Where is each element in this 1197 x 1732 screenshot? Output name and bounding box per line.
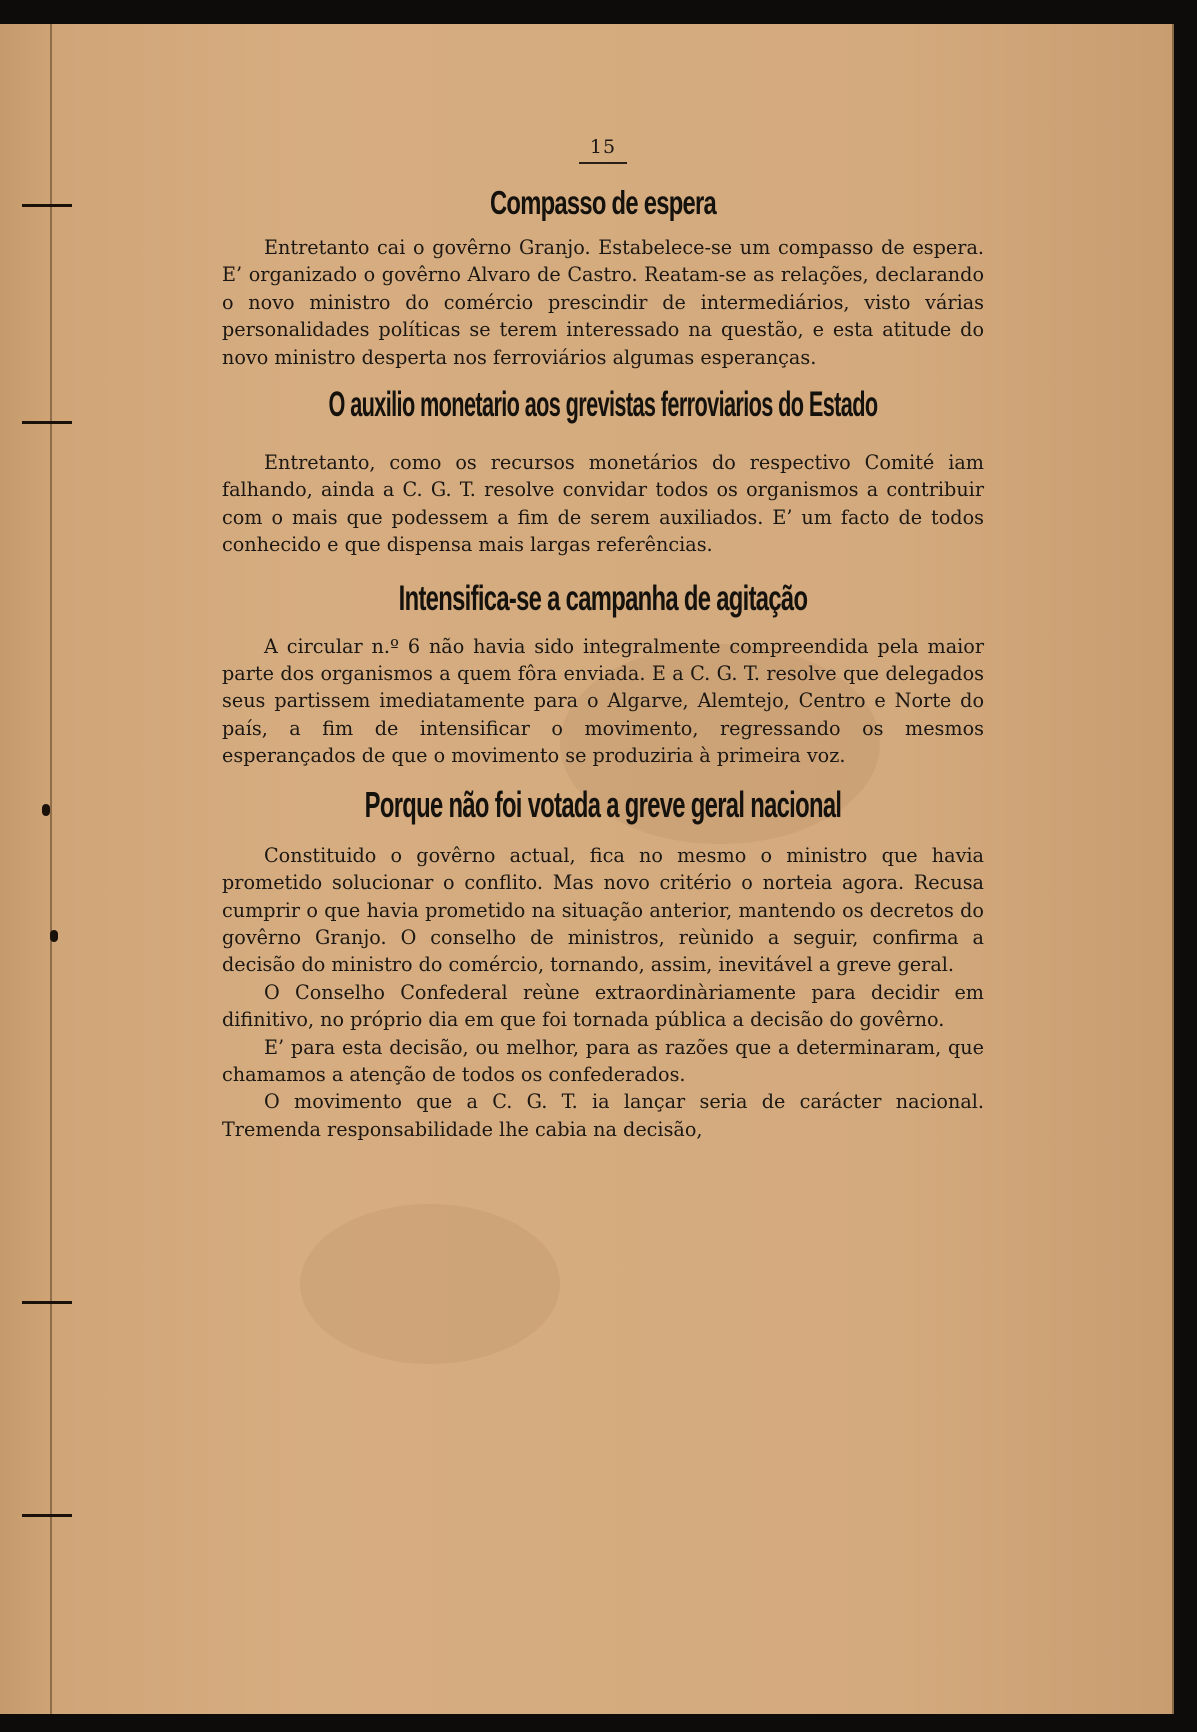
page-content bbox=[222, 118, 984, 1143]
section-heading: Compasso de espera bbox=[489, 184, 717, 221]
section-body bbox=[222, 449, 984, 559]
binding-mark bbox=[22, 204, 72, 207]
binding-hole bbox=[42, 804, 50, 816]
binding-mark bbox=[22, 421, 72, 424]
section-heading: O auxilio monetario aos grevistas ferroviarios do Estado bbox=[328, 385, 878, 425]
paragraph: Entretanto cai o govêrno Granjo. Estabelece-se um compasso de espera. E’ organizado o govêrno Alvaro de Castro. Reatam-se as relações, declarando o novo ministro do comércio prescindir de intermediários, visto várias personalidades políticas se terem interessado na questão, e esta atitude do novo ministro desperta nos ferroviários algumas esperanças. bbox=[222, 236, 984, 369]
paper-stain bbox=[300, 1204, 560, 1364]
paragraph: O movimento que a C. G. T. ia lançar seria de carácter nacional. Tremenda responsabilidade lhe cabia na decisão, bbox=[222, 1090, 984, 1141]
section-body bbox=[222, 234, 984, 371]
binding-hole bbox=[50, 930, 58, 942]
section-heading: Porque não foi votada a greve geral nacional bbox=[364, 783, 842, 825]
section-body bbox=[222, 842, 984, 1143]
binding-mark bbox=[22, 1514, 72, 1517]
page-number-rule bbox=[579, 162, 627, 164]
page-number: 15 bbox=[589, 136, 617, 158]
paragraph: Constituido o govêrno actual, fica no mesmo o ministro que havia prometido solucionar o conflito. Mas novo critério o norteia agora. Recusa cumprir o que havia prometido na situação anterior, mantendo os decretos do govêrno Granjo. O conselho de ministros, reùnido a seguir, confirma a decisão do ministro do comércio, tornando, assim, inevitável a greve geral. bbox=[222, 843, 984, 977]
paragraph: Entretanto, como os recursos monetários do respectivo Comité iam falhando, ainda a C. G. T. resolve convidar todos os organismos a contribuir com o mais que podessem a fim de serem auxiliados. E’ um facto de todos conhecido e que dispensa mais largas referências. bbox=[222, 451, 984, 557]
section-heading: Intensifica-se a campanha de agitação bbox=[398, 578, 808, 618]
binding-mark bbox=[22, 1301, 72, 1304]
paragraph: A circular n.º 6 não havia sido integralmente compreendida pela maior parte dos organismos a quem fôra enviada. E a C. G. T. resolve que delegados seus partissem imediatamente para o Algarve, Alemtejo, Centro e Norte do país, a fim de intensificar o movimento, regressando os mesmos esperançados de que o movimento se produziria à primeira voz. bbox=[222, 634, 984, 768]
binding-line bbox=[50, 24, 52, 1714]
paragraph: E’ para esta decisão, ou melhor, para as razões que a determinaram, que chamamos a atenção de todos os confederados. bbox=[222, 1035, 984, 1086]
paragraph: O Conselho Confederal reùne extraordinàriamente para decidir em difinitivo, no próprio dia em que foi tornada pública a decisão do govêrno. bbox=[222, 980, 984, 1032]
section-body bbox=[222, 633, 984, 770]
